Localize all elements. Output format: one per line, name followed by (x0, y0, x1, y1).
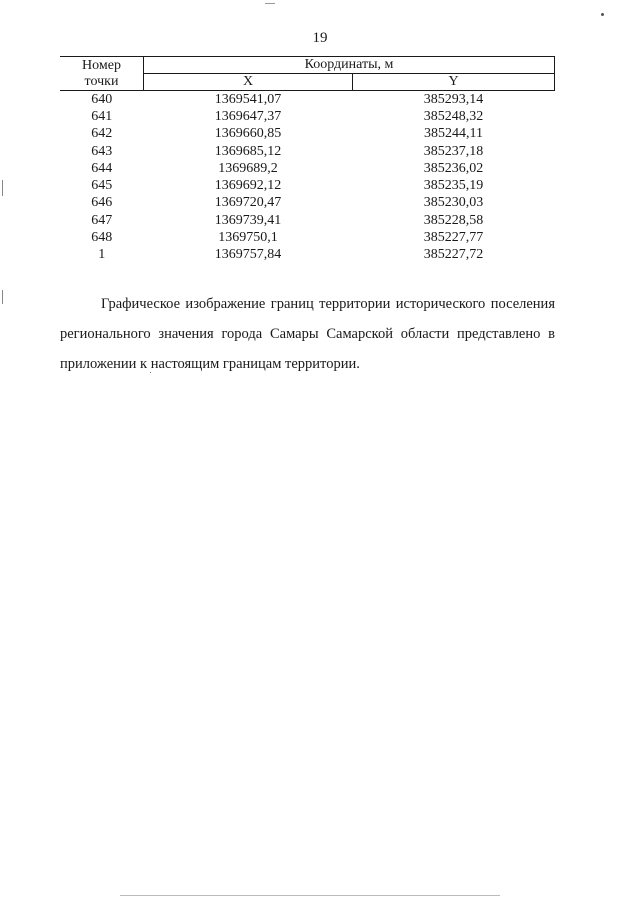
x-coordinate-cell: 1369685,12 (214, 143, 282, 159)
x-column-header: X (144, 74, 353, 91)
scan-speck (2, 290, 3, 304)
body-paragraph: Графическое изображение границ территории исторического поселения регионального значения города Самары Самарской области представлено в приложении к настоящим границам территории. (60, 296, 555, 372)
table-row (60, 212, 555, 229)
scan-speck (2, 180, 3, 196)
table-row (60, 108, 555, 125)
y-coordinate-cell: 385228,58 (423, 212, 484, 228)
number-header-line1: Номер (82, 57, 121, 73)
table-row (60, 247, 555, 264)
coordinates-table (60, 56, 555, 264)
point-number-cell: 642 (91, 126, 113, 142)
x-coordinate-cell: 1369739,41 (214, 212, 282, 228)
x-coordinate-cell: 1369720,47 (214, 195, 282, 211)
point-number-cell: 643 (91, 143, 113, 159)
x-coordinate-cell: 1369692,12 (214, 178, 282, 194)
x-coordinate-cell: 1369757,84 (214, 247, 282, 263)
y-coordinate-cell: 385244,11 (424, 126, 483, 142)
point-number-cell: 640 (91, 91, 113, 107)
scan-speck (120, 895, 500, 896)
number-header-line2: точки (84, 73, 119, 89)
point-number-cell: 641 (91, 108, 113, 124)
scan-speck (601, 13, 604, 16)
point-number-cell: 645 (91, 178, 113, 194)
point-number-cell: 647 (91, 212, 113, 228)
table-row (60, 177, 555, 194)
x-coordinate-cell: 1369541,07 (214, 91, 282, 107)
table-row (60, 143, 555, 160)
y-column-header: Y (353, 74, 555, 91)
point-number-cell: 648 (91, 230, 113, 246)
y-coordinate-cell: 385227,77 (423, 230, 484, 246)
y-coordinate-cell: 385236,02 (423, 160, 484, 176)
table-row (60, 229, 555, 246)
coordinates-header: Координаты, м (144, 57, 555, 74)
y-coordinate-cell: 385230,03 (423, 195, 484, 211)
x-coordinate-cell: 1369689,2 (218, 160, 278, 176)
table-row (60, 160, 555, 177)
table-row (60, 126, 555, 143)
table-row (60, 91, 555, 109)
y-coordinate-cell: 385248,32 (423, 108, 484, 124)
point-number-cell: 1 (98, 247, 106, 263)
point-number-cell: 646 (91, 195, 113, 211)
x-coordinate-cell: 1369750,1 (218, 230, 278, 246)
x-coordinate-cell: 1369647,37 (214, 108, 282, 124)
scan-speck (150, 372, 151, 373)
y-coordinate-cell: 385235,19 (423, 178, 484, 194)
page-number: 19 (312, 30, 328, 46)
table-row (60, 195, 555, 212)
scan-speck (265, 3, 275, 4)
number-column-header (60, 57, 144, 91)
y-coordinate-cell: 385237,18 (423, 143, 484, 159)
x-coordinate-cell: 1369660,85 (214, 126, 282, 142)
point-number-cell: 644 (91, 160, 113, 176)
y-coordinate-cell: 385293,14 (423, 91, 484, 107)
y-coordinate-cell: 385227,72 (423, 247, 484, 263)
